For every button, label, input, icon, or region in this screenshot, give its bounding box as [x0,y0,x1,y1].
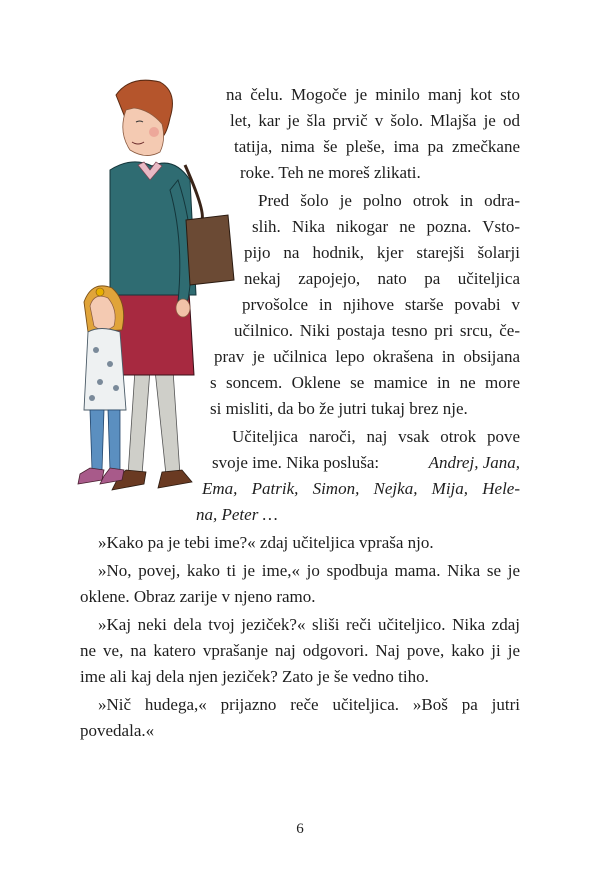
text-line: pijo na hodnik, kjer starejši šolarji [244,243,520,262]
page-number: 6 [296,821,304,837]
text-line: povedala.« [80,721,155,740]
text-line: »Nič hudega,« prijazno reče učiteljica. »Boš pa jutri [98,695,520,714]
text-line: let, kar je šla prvič v šolo. Mlajša je od [230,111,520,130]
text-line: na čelu. Mogoče je minilo manj kot sto [226,85,520,104]
text-line: slih. Nika nikogar ne pozna. Vsto- [252,217,520,236]
text-line: tatija, nima še pleše, ima pa zmečkane [234,137,520,156]
italic-names-line: Ema, Patrik, Simon, Nejka, Mija, Hele- [202,479,520,498]
text-line: roke. Teh ne moreš zlikati. [240,163,421,182]
text-line: s soncem. Oklene se mamice in ne more [210,373,520,392]
text-line: učilnico. Niki postaja tesno pri srcu, če- [234,321,520,340]
text-line: Učiteljica naroči, naj vsak otrok pove [232,427,520,446]
text-line: »Kaj neki dela tvoj jeziček?« sliši reči učiteljico. Nika zdaj [98,615,520,634]
text-line: oklene. Obraz zarije v njeno ramo. [80,587,316,606]
text-line: prvošolce in njihove starše povabi v [242,295,520,314]
text-line: Pred šolo je polno otrok in odra- [258,191,520,210]
text-line: ime ali kaj dela njen jeziček? Zato je še vedno tiho. [80,667,429,686]
text-line: »No, povej, kako ti je ime,« jo spodbuja mama. Nika se je [98,561,520,580]
text-line-mixed [212,452,520,474]
text-line: prav je učilnica lepo okrašena in obsijana [214,347,520,366]
text-line: ne ve, na katero vprašanje naj odgovori. Naj pove, kako ji je [80,641,520,660]
mother-and-daughter-illustration [70,70,240,510]
italic-names-line: na, Peter … [196,505,278,524]
text-line: nekaj zapojejo, nato pa učiteljica [244,269,520,288]
text-line: »Kako pa je tebi ime?« zdaj učiteljica vpraša njo. [98,533,434,552]
text-span: svoje ime. Nika posluša: [212,453,384,472]
text-line: si misliti, da bo že jutri tukaj brez nje. [210,399,468,418]
italic-names: Andrej, Jana, [428,453,520,472]
